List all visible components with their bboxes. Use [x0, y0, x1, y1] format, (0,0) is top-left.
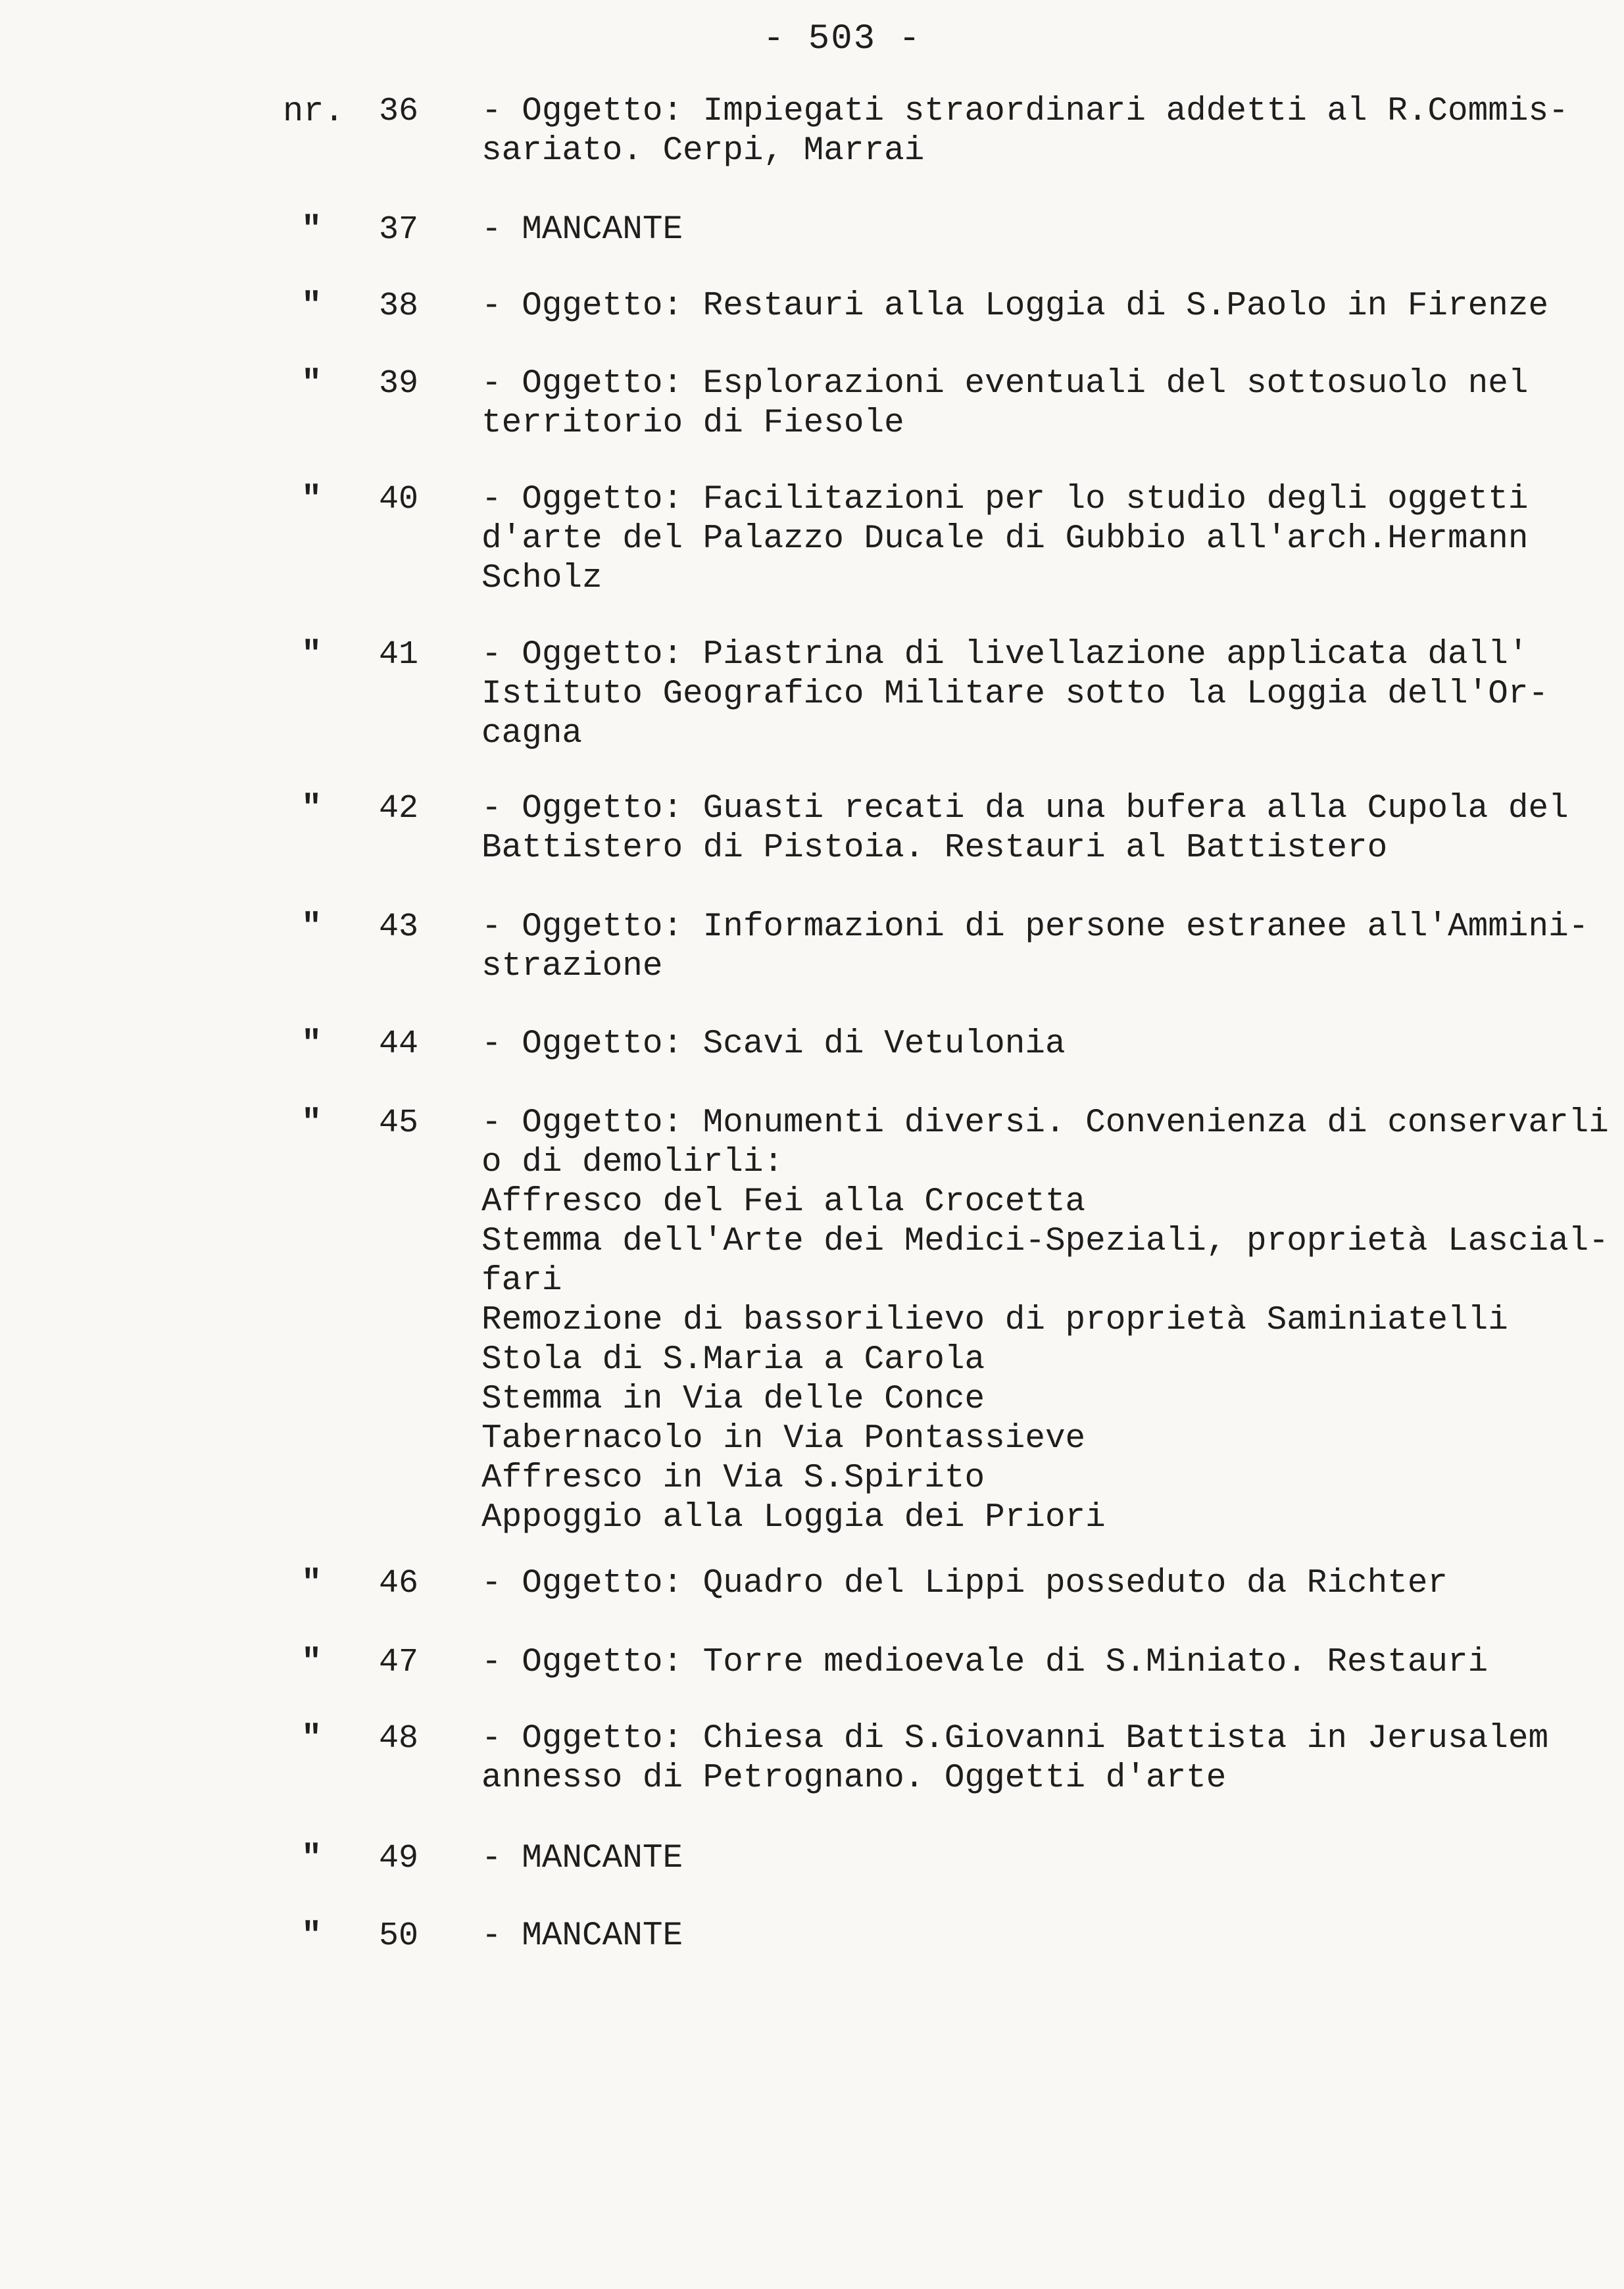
entry-number: 36 — [379, 93, 419, 130]
entry-text — [481, 1643, 1613, 1683]
entry-number: 47 — [379, 1644, 419, 1681]
entry-number: 40 — [379, 481, 419, 518]
entry-text — [481, 635, 1613, 754]
entry-line: Istituto Geografico Militare sotto la Loggia dell'Or- — [481, 676, 1549, 713]
ditto-mark: " — [301, 908, 322, 947]
ditto-mark: " — [301, 789, 322, 828]
entry-line: - Oggetto: Informazioni di persone estranee all'Ammini- — [481, 908, 1589, 946]
entry-sub-line: Affresco in Via S.Spirito — [481, 1460, 985, 1497]
entry-text — [481, 1564, 1613, 1604]
ditto-mark: " — [301, 480, 322, 519]
entry-line: - Oggetto: Chiesa di S.Giovanni Battista in Jerusalem — [481, 1720, 1549, 1758]
entry-text — [481, 364, 1613, 443]
entry-line: - Oggetto: Guasti recati da una bufera alla Cupola del — [481, 790, 1569, 827]
ditto-mark: " — [301, 635, 322, 674]
entry-number: 45 — [379, 1104, 419, 1142]
entry-line: - Oggetto: Quadro del Lippi posseduto da Richter — [481, 1565, 1448, 1602]
ditto-mark: " — [301, 287, 322, 326]
entry-sub-line: Affresco del Fei alla Crocetta — [481, 1183, 1086, 1221]
entry-line: strazione — [481, 948, 663, 985]
entry-number: 50 — [379, 1917, 419, 1955]
entry-text — [481, 92, 1613, 171]
entry-sub-line: Tabernacolo in Via Pontassieve — [481, 1420, 1086, 1458]
entry-line: sariato. Cerpi, Marrai — [481, 132, 925, 170]
entry-line: - MANCANTE — [481, 211, 683, 249]
entry-number: 39 — [379, 365, 419, 403]
entry-number: 48 — [379, 1720, 419, 1758]
entry-text — [481, 480, 1613, 599]
entry-number: 41 — [379, 636, 419, 674]
entry-number: 43 — [379, 908, 419, 946]
entry-line: - Oggetto: Torre medioevale di S.Miniato. Restauri — [481, 1644, 1489, 1681]
entry-number: 44 — [379, 1025, 419, 1063]
ditto-mark: " — [301, 1564, 322, 1603]
entry-text — [481, 908, 1613, 987]
entry-sub-line: Stola di S.Maria a Carola — [481, 1341, 985, 1379]
entry-line: - Oggetto: Facilitazioni per lo studio degli oggetti — [481, 481, 1529, 518]
entry-number: 42 — [379, 790, 419, 827]
entry-line: annesso di Petrognano. Oggetti d'arte — [481, 1760, 1227, 1797]
ditto-mark: " — [301, 1839, 322, 1878]
entry-line: territorio di Fiesole — [481, 405, 904, 442]
entry-line: - MANCANTE — [481, 1840, 683, 1877]
entry-sub-line: fari — [481, 1262, 562, 1300]
entry-text — [481, 287, 1613, 326]
entry-text — [481, 1104, 1613, 1538]
ditto-mark: " — [301, 1917, 322, 1956]
entry-text — [481, 1839, 1613, 1879]
ditto-mark: " — [301, 1104, 322, 1143]
entry-line: Scholz — [481, 560, 603, 597]
ditto-mark: " — [301, 364, 322, 403]
entry-sub-line: Stemma in Via delle Conce — [481, 1381, 985, 1418]
entry-line: - Oggetto: Piastrina di livellazione applicata dall' — [481, 636, 1529, 674]
ditto-mark: " — [301, 1025, 322, 1064]
entry-sub-line: Remozione di bassorilievo di proprietà Saminiatelli — [481, 1302, 1508, 1339]
entry-sub-line: Stemma dell'Arte dei Medici-Speziali, proprietà Lascial- — [481, 1223, 1609, 1260]
entry-line: - Oggetto: Restauri alla Loggia di S.Paolo in Firenze — [481, 287, 1549, 325]
entry-number: 46 — [379, 1565, 419, 1602]
entry-text — [481, 210, 1613, 250]
entry-line: - Oggetto: Esplorazioni eventuali del sottosuolo nel — [481, 365, 1529, 403]
entry-text — [481, 1917, 1613, 1956]
ditto-mark: " — [301, 1719, 322, 1758]
entry-sub-line: Appoggio alla Loggia dei Priori — [481, 1499, 1106, 1537]
entry-text — [481, 1719, 1613, 1798]
entry-line: d'arte del Palazzo Ducale di Gubbio all'arch.Hermann — [481, 520, 1529, 558]
entry-line: - Oggetto: Scavi di Vetulonia — [481, 1025, 1066, 1063]
entry-line: - MANCANTE — [481, 1917, 683, 1955]
entry-line: o di demolirli: — [481, 1144, 784, 1181]
entry-number: 37 — [379, 211, 419, 249]
entry-line: - Oggetto: Monumenti diversi. Convenienza di conservarli — [481, 1104, 1609, 1142]
ditto-mark: " — [301, 210, 322, 249]
entry-line: Battistero di Pistoia. Restauri al Battistero — [481, 829, 1388, 867]
entry-number: 49 — [379, 1840, 419, 1877]
entry-text — [481, 1025, 1613, 1064]
entry-text — [481, 789, 1613, 868]
entry-number: 38 — [379, 287, 419, 325]
entry-line: - Oggetto: Impiegati straordinari addetti al R.Commis- — [481, 93, 1569, 130]
entry-prefix: nr. — [283, 92, 345, 131]
ditto-mark: " — [301, 1643, 322, 1682]
entry-line: cagna — [481, 715, 583, 752]
page-number: - 503 - — [763, 19, 922, 59]
